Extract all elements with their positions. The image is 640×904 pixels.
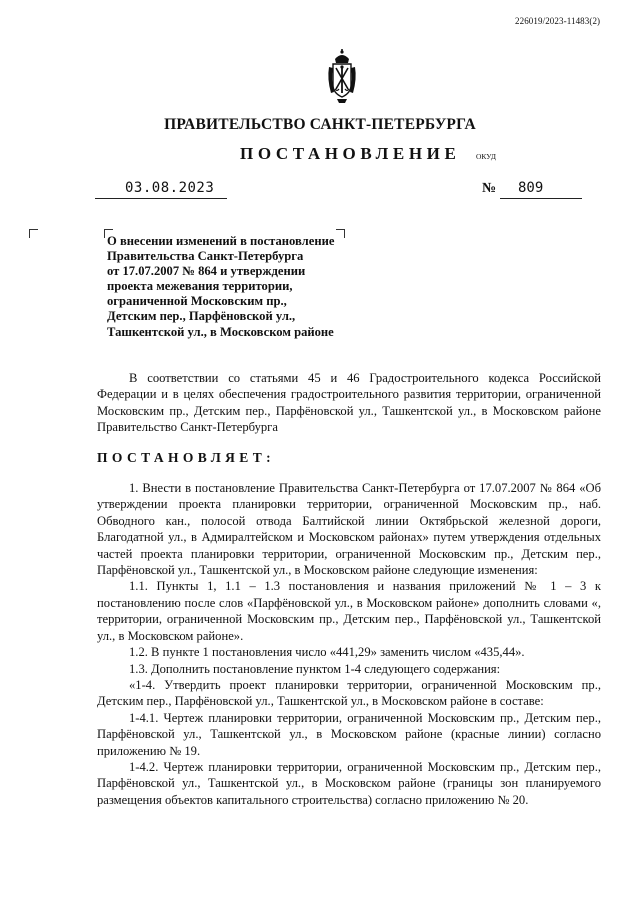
subject-line: ограниченной Московским пр.,: [107, 294, 287, 309]
corner-mark: [29, 229, 38, 238]
paragraph: 1.3. Дополнить постановление пунктом 1-4 следующего содержания:: [129, 661, 501, 676]
subject-line: проекта межевания территории,: [107, 279, 293, 294]
document-code: 226019/2023-11483(2): [515, 16, 601, 26]
decree-body: [97, 370, 601, 808]
subject-line: Правительства Санкт-Петербурга: [107, 249, 304, 264]
decree-date: 03.08.2023: [125, 180, 215, 196]
subject-line: Ташкентской ул., в Московском районе: [107, 324, 334, 339]
resolves-heading: ПОСТАНОВЛЯЕТ:: [97, 449, 276, 465]
subject-line: О внесении изменений в постановление: [107, 234, 335, 248]
subject-line: Детским пер., Парфёновской ул.,: [107, 309, 296, 324]
government-title: ПРАВИТЕЛЬСТВО САНКТ-ПЕТЕРБУРГА: [164, 116, 476, 133]
paragraph: 1. Внести в постановление Правительства Санкт-Петербурга от 17.07.2007 № 864 «Об утверждении проекта планировки территории, ограниченной Московским пр., наб. Обводного кан., полосой отвода Балтийской линии Октябрьской железной дороги, Благодатной ул., в Адмиралтейском и Московском районах» путем утверждения отдельных частей проекта планировки территории, ограниченной Московским пр., Детским пер., Парфёновской ул., Ташкентской ул., в Московском районе следующие изменения:: [97, 481, 601, 578]
paragraph: 1.1. Пункты 1, 1.1 – 1.3 постановления и названия приложений № 1 – 3 к постановлению после слов «Парфёновской ул., в Московском районе» дополнить словами «, территории, ограниченной Московским пр., Детским пер., Парфёновской ул., Ташкентской ул., в Московском районе».: [97, 579, 601, 643]
paragraph: «1-4. Утвердить проект планировки территории, ограниченной Московским пр., Детским пер., Парфёновской ул., Ташкентской ул., в Московском районе в составе:: [97, 677, 601, 709]
okud-label: ОКУД: [476, 152, 496, 161]
decree-subject: [107, 234, 347, 340]
coat-of-arms-icon: [324, 49, 360, 105]
date-underline: [95, 198, 227, 199]
preamble: В соответствии со статьями 45 и 46 Градостроительного кодекса Российской Федерации и в целях обеспечения градостроительного развития территории, ограниченной Московским пр., Детским пер., Парфёновской ул., Ташкентской ул., в Московском районе Правительство Санкт-Петербурга: [97, 371, 601, 435]
number-label: №: [482, 181, 497, 196]
document-type: ПОСТАНОВЛЕНИЕ: [240, 144, 461, 163]
number-underline: [500, 198, 582, 199]
paragraph: 1-4.1. Чертеж планировки территории, ограниченной Московским пр., Детским пер., Парфёновской ул., Ташкентской ул., в Московском районе (красные линии) согласно приложению № 19.: [97, 710, 601, 758]
decree-number: 809: [518, 180, 544, 196]
paragraph: 1-4.2. Чертеж планировки территории, ограниченной Московским пр., Детским пер., Парфёновской ул., Ташкентской ул., в Московском районе (границы зон планируемого размещения объектов капитального строительства) согласно приложению № 20.: [97, 759, 601, 807]
paragraph: 1.2. В пункте 1 постановления число «441,29» заменить числом «435,44».: [129, 645, 525, 660]
subject-line: от 17.07.2007 № 864 и утверждении: [107, 264, 306, 279]
